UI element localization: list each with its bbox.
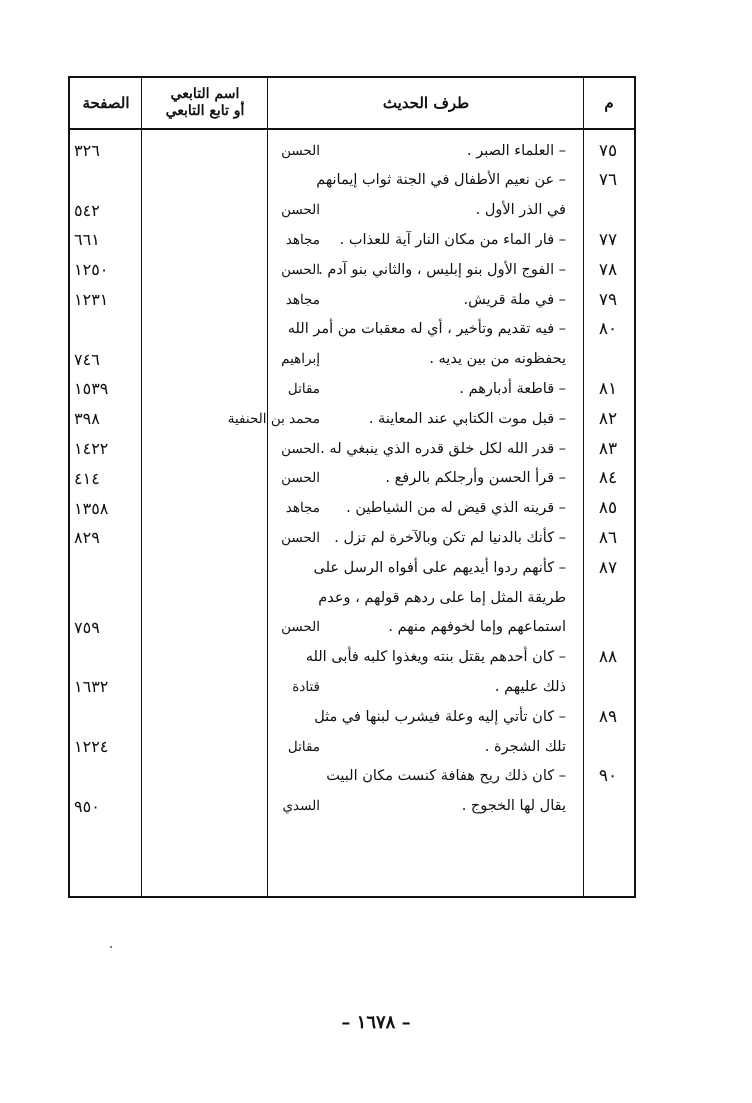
row-number: ٨٣ <box>598 438 618 459</box>
table-row <box>70 792 634 821</box>
tabii-name <box>200 762 320 791</box>
page-ref: ٣٢٦ <box>74 141 100 160</box>
hadith-text: – كان أحدهم يقتل بنته ويغذوا كلبه فأبى الله <box>305 649 566 666</box>
table-row <box>70 225 634 254</box>
table-row <box>70 523 634 552</box>
table-row <box>70 762 634 791</box>
table-row <box>70 583 634 612</box>
hadith-text: – عن نعيم الأطفال في الجنة ثواب إيمانهم <box>316 172 566 189</box>
hadith-text: ذلك عليهم . <box>494 678 566 695</box>
header-divider <box>70 128 634 130</box>
hadith-text: – فار الماء من مكان النار آية للعذاب . <box>339 231 566 248</box>
page-ref: ١٢٥٠ <box>74 260 109 280</box>
tabii-name: مجاهد <box>285 291 320 308</box>
table-row <box>70 255 634 284</box>
hadith-text: – فيه تقديم وتأخير ، أي له معقبات من أمر الله <box>287 321 566 338</box>
hadith-text: – كأنهم ردوا أيديهم على أفواه الرسل على <box>313 559 566 576</box>
page-ref: ١٣٥٨ <box>74 498 109 518</box>
tabii-name: الحسن <box>281 440 320 457</box>
hadith-text: – قرينه الذي قيض له من الشياطين . <box>346 500 566 517</box>
tabii-name: إبراهيم <box>281 351 320 368</box>
hadith-index-table <box>68 76 636 898</box>
row-number: ٧٧ <box>598 229 618 250</box>
tabii-name: السدي <box>282 798 320 815</box>
hadith-text: – كان تأتي إليه وعلة فيشرب لبنها في مثل <box>314 708 566 725</box>
row-number: ٩٠ <box>598 766 618 787</box>
table-row <box>70 345 634 374</box>
tabii-name: الحسن <box>281 261 320 278</box>
page-ref: ٣٩٨ <box>74 409 100 429</box>
page-ref: ١٢٣١ <box>74 290 109 309</box>
tabii-name <box>200 553 320 582</box>
row-number <box>584 792 632 821</box>
page-ref <box>74 553 150 582</box>
tabii-name: الحسن <box>281 202 320 219</box>
header-tabii-line2: أو تابع التابعي <box>165 103 245 119</box>
tabii-name <box>200 315 320 344</box>
hadith-text: – كان ذلك ريح هفافة كنست مكان البيت <box>326 768 566 785</box>
hadith-text: – الفوج الأول بنو إبليس ، والثاني بنو آدم . <box>318 261 566 278</box>
row-number: ٧٨ <box>598 259 618 280</box>
tabii-name: محمد بن الحنفية <box>227 410 320 427</box>
tabii-name: مقاتل <box>287 380 320 397</box>
tabii-name <box>200 583 320 612</box>
table-row <box>70 494 634 523</box>
hadith-text: في الذر الأول . <box>475 202 566 219</box>
table-row <box>70 553 634 582</box>
tabii-name: الحسن <box>281 142 320 159</box>
page-ref: ٥٤٢ <box>74 200 100 220</box>
table-row <box>70 732 634 761</box>
hadith-text: – قدر الله لكل خلق قدره الذي ينبغي له . <box>320 440 566 457</box>
row-number: ٧٩ <box>598 289 618 310</box>
header-num: م <box>604 94 614 112</box>
row-number: ٨١ <box>598 378 618 399</box>
page-ref: ٤١٤ <box>74 468 100 488</box>
page-ref: ١٤٢٢ <box>74 439 109 458</box>
hadith-text: تلك الشجرة . <box>484 738 566 755</box>
page-ref <box>74 166 150 195</box>
hadith-text: – قرأ الحسن وأرجلكم بالرفع . <box>385 470 566 487</box>
table-row <box>70 196 634 225</box>
table-row <box>70 166 634 195</box>
table-row <box>70 613 634 642</box>
tabii-name <box>200 643 320 672</box>
row-number: ٧٦ <box>598 170 618 191</box>
header-hadith: طرف الحديث <box>382 94 470 112</box>
table-row <box>70 374 634 403</box>
table-row <box>70 672 634 701</box>
hadith-text: يقال لها الخجوج . <box>461 798 566 815</box>
page-ref <box>74 762 150 791</box>
tabii-name: مقاتل <box>287 738 320 755</box>
page-ref: ١٢٢٤ <box>74 737 109 756</box>
row-number: ٨٨ <box>598 647 618 668</box>
row-number: ٧٥ <box>598 140 618 161</box>
page-ref: ١٥٣٩ <box>74 379 109 399</box>
row-number <box>584 345 632 374</box>
table-row <box>70 285 634 314</box>
page-ref <box>74 315 150 344</box>
tabii-name: الحسن <box>281 619 320 636</box>
page-ref: ٨٢٩ <box>74 528 100 548</box>
header-tabii <box>142 78 268 128</box>
table-row <box>70 315 634 344</box>
page-ref: ٦٦١ <box>74 230 100 250</box>
table-row <box>70 643 634 672</box>
page-ref: ٩٥٠ <box>74 796 100 816</box>
hadith-text: – قبل موت الكتابي عند المعاينة . <box>368 410 566 427</box>
tabii-name: قتادة <box>292 678 320 695</box>
hadith-text: – قاطعة أدبارهم . <box>459 380 566 397</box>
page-number: – ١٦٧٨ – <box>341 1012 411 1033</box>
page-ref <box>74 583 150 612</box>
tabii-name <box>200 166 320 195</box>
header-page: الصفحة <box>82 94 130 112</box>
hadith-text: – كأنك بالدنيا لم تكن وبالآخرة لم تزل . <box>334 529 566 546</box>
row-number: ٨٠ <box>598 319 618 340</box>
tabii-name: مجاهد <box>285 500 320 517</box>
page-ref: ١٦٣٢ <box>74 677 109 697</box>
tabii-name: مجاهد <box>285 231 320 248</box>
row-number <box>584 613 632 642</box>
table-row <box>70 404 634 433</box>
row-number: ٨٦ <box>598 527 618 548</box>
page-ref <box>74 702 150 731</box>
row-number: ٨٢ <box>598 408 618 429</box>
hadith-text: – في ملة قريش. <box>463 291 566 308</box>
tabii-name: الحسن <box>281 470 320 487</box>
row-number <box>584 583 632 612</box>
page-ref <box>74 643 150 672</box>
row-number: ٨٩ <box>598 706 618 727</box>
row-number <box>584 732 632 761</box>
hadith-text: يحفظونه من بين يديه . <box>429 351 566 368</box>
tabii-name: الحسن <box>281 529 320 546</box>
table-row <box>70 434 634 463</box>
page-ref: ٧٤٦ <box>74 349 100 369</box>
page-ref: ٧٥٩ <box>74 617 100 637</box>
hadith-text: استماعهم وإما لخوفهم منهم . <box>388 619 566 636</box>
row-number <box>584 196 632 225</box>
row-number <box>584 672 632 701</box>
table-row <box>70 464 634 493</box>
row-number: ٨٤ <box>598 468 618 489</box>
table-row <box>70 136 634 165</box>
speck <box>110 946 112 948</box>
hadith-text: – العلماء الصبر . <box>467 142 566 159</box>
row-number: ٨٧ <box>598 557 618 578</box>
hadith-text: طريقة المثل إما على ردهم قولهم ، وعدم <box>318 589 566 606</box>
table-row <box>70 702 634 731</box>
tabii-name <box>200 702 320 731</box>
header-tabii-line1: اسم التابعي <box>170 86 240 103</box>
row-number: ٨٥ <box>598 498 618 519</box>
